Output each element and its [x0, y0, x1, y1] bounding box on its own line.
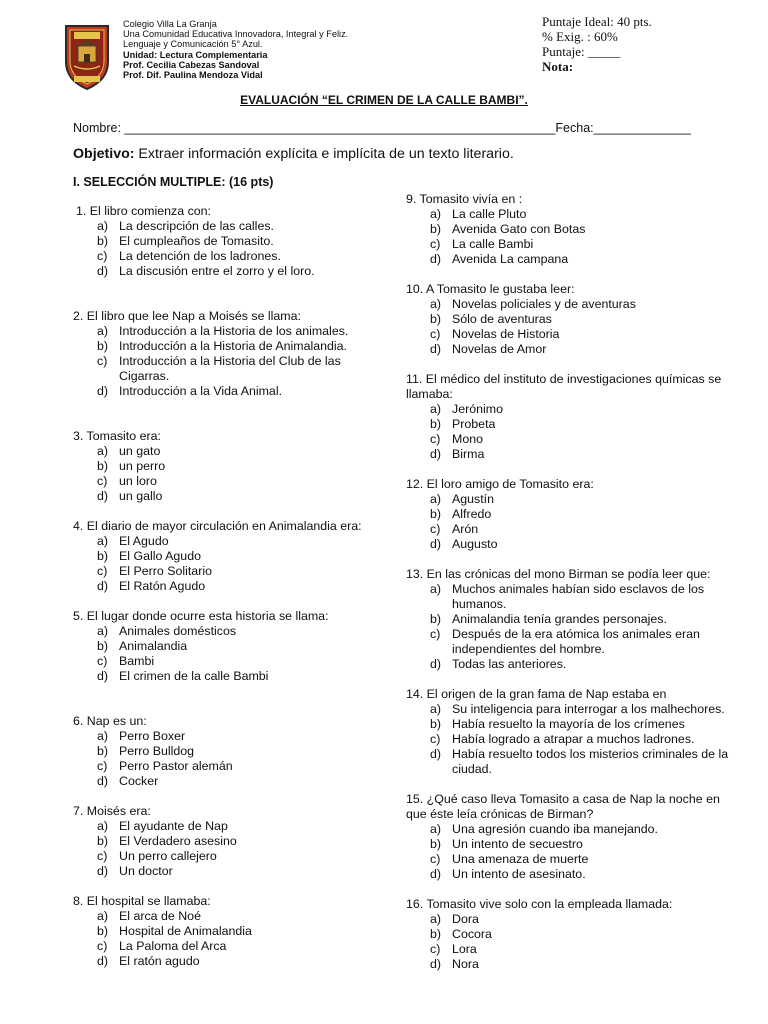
option-letter: d) — [430, 537, 442, 551]
option-text: El crimen de la calle Bambi — [119, 669, 269, 683]
answer-option[interactable] — [406, 327, 732, 342]
school-motto: Una Comunidad Educativa Innovadora, Integral y Feliz. — [123, 29, 349, 40]
option-text: Introducción a la Historia del Club de las Cigarras. — [119, 354, 341, 383]
option-text: La descripción de las calles. — [119, 219, 274, 233]
answer-option[interactable] — [73, 324, 373, 339]
option-text: Avenida Gato con Botas — [452, 222, 586, 236]
option-text: Había resuelto la mayoría de los crímenes — [452, 717, 685, 731]
course-line: Lenguaje y Comunicación 5° Azul. — [123, 39, 263, 50]
objective-text: Extraer información explícita e implícita de un texto literario. — [134, 146, 514, 162]
option-letter: d) — [430, 657, 442, 671]
answer-option[interactable] — [406, 312, 732, 327]
option-letter: c) — [97, 474, 108, 488]
option-text: Novelas de Amor — [452, 342, 547, 356]
option-letter: a) — [430, 492, 442, 506]
answer-option[interactable] — [406, 417, 732, 432]
answer-option[interactable] — [73, 579, 373, 594]
section-title: I. SELECCIÓN MULTIPLE: (16 pts) — [73, 175, 274, 189]
answer-option[interactable] — [406, 822, 732, 837]
option-letter: d) — [97, 579, 109, 593]
answer-option[interactable] — [406, 582, 732, 612]
option-letter: c) — [430, 732, 441, 746]
option-text: Un intento de secuestro — [452, 837, 583, 851]
option-letter: b) — [97, 834, 109, 848]
questions-left-column — [73, 204, 373, 984]
answer-option[interactable] — [406, 612, 732, 627]
question — [406, 897, 732, 972]
option-text: La calle Pluto — [452, 207, 527, 221]
question-stem: 1. El libro comienza con: — [76, 204, 211, 218]
option-letter: b) — [430, 837, 442, 851]
option-letter: a) — [430, 582, 442, 596]
question — [406, 792, 732, 882]
option-letter: d) — [97, 774, 109, 788]
option-letter: c) — [97, 654, 108, 668]
answer-option[interactable] — [73, 849, 373, 864]
answer-option[interactable] — [406, 222, 732, 237]
option-letter: b) — [97, 639, 109, 653]
school-name: Colegio Villa La Granja — [123, 19, 217, 29]
option-text: Birma — [452, 447, 485, 461]
option-letter: b) — [430, 717, 442, 731]
page-title: EVALUACIÓN “EL CRIMEN DE LA CALLE BAMBI”. — [240, 93, 528, 107]
answer-option[interactable] — [73, 624, 373, 639]
option-letter: b) — [430, 927, 442, 941]
question-stem: 8. El hospital se llamaba: — [73, 894, 211, 908]
option-text: Una amenaza de muerte — [452, 852, 589, 866]
question-stem: 5. El lugar donde ocurre esta historia se llama: — [73, 609, 329, 623]
answer-option[interactable] — [73, 909, 373, 924]
option-letter: c) — [430, 432, 441, 446]
option-text: Después de la era atómica los animales eran independientes del hombre. — [452, 627, 700, 656]
answer-option[interactable] — [406, 627, 732, 657]
option-text: La discusión entre el zorro y el loro. — [119, 264, 315, 278]
answer-option[interactable] — [73, 384, 373, 399]
answer-option[interactable] — [73, 669, 373, 684]
option-letter: a) — [97, 819, 109, 833]
option-text: Avenida La campana — [452, 252, 569, 266]
answer-option[interactable] — [406, 207, 732, 222]
option-text: Bambi — [119, 654, 155, 668]
answer-option[interactable] — [73, 654, 373, 669]
option-text: El cumpleaños de Tomasito. — [119, 234, 274, 248]
answer-option[interactable] — [406, 402, 732, 417]
option-letter: d) — [97, 864, 109, 878]
option-letter: d) — [97, 954, 109, 968]
answer-option[interactable] — [406, 702, 732, 717]
option-text: Un perro callejero — [119, 849, 217, 863]
question — [73, 609, 373, 684]
option-text: El ayudante de Nap — [119, 819, 228, 833]
option-letter: b) — [430, 507, 442, 521]
option-text: Un intento de asesinato. — [452, 867, 586, 881]
answer-option[interactable] — [406, 492, 732, 507]
option-letter: b) — [97, 234, 109, 248]
option-letter: a) — [97, 219, 109, 233]
option-text: El Ratón Agudo — [119, 579, 206, 593]
question — [406, 687, 732, 777]
option-letter: c) — [97, 759, 108, 773]
option-letter: a) — [430, 297, 442, 311]
question-stem: 4. El diario de mayor circulación en Animalandia era: — [73, 519, 362, 533]
question — [73, 714, 373, 789]
option-text: El arca de Noé — [119, 909, 201, 923]
option-text: El Perro Solitario — [119, 564, 212, 578]
option-letter: b) — [430, 312, 442, 326]
option-text: Una agresión cuando iba manejando. — [452, 822, 658, 836]
option-text: Sólo de aventuras — [452, 312, 552, 326]
question — [73, 309, 373, 399]
ideal-score: Puntaje Ideal: 40 pts. — [542, 14, 652, 29]
option-text: Cocker — [119, 774, 159, 788]
option-text: El Verdadero asesino — [119, 834, 237, 848]
option-letter: c) — [97, 849, 108, 863]
answer-option[interactable] — [406, 252, 732, 267]
option-text: Perro Boxer — [119, 729, 186, 743]
objective-label: Objetivo: — [73, 146, 135, 162]
question-stem: 16. Tomasito vive solo con la empleada llamada: — [406, 897, 673, 911]
question-stem: 10. A Tomasito le gustaba leer: — [406, 282, 575, 296]
option-letter: a) — [430, 207, 442, 221]
answer-option[interactable] — [406, 522, 732, 537]
option-text: Hospital de Animalandia — [119, 924, 252, 938]
option-text: Agustín — [452, 492, 495, 506]
option-letter: b) — [430, 222, 442, 236]
option-text: Había logrado a atrapar a muchos ladrones. — [452, 732, 695, 746]
option-letter: b) — [97, 744, 109, 758]
option-letter: d) — [430, 252, 442, 266]
option-text: Perro Bulldog — [119, 744, 195, 758]
answer-option[interactable] — [73, 249, 373, 264]
option-letter: d) — [430, 867, 442, 881]
option-letter: d) — [97, 489, 109, 503]
answer-option[interactable] — [73, 549, 373, 564]
answer-option[interactable] — [73, 459, 373, 474]
option-letter: a) — [430, 702, 442, 716]
answer-option[interactable] — [406, 942, 732, 957]
answer-option[interactable] — [73, 939, 373, 954]
option-text: Un doctor — [119, 864, 173, 878]
question-stem: 13. En las crónicas del mono Birman se podía leer que: — [406, 567, 711, 581]
option-letter: c) — [97, 939, 108, 953]
option-text: El Agudo — [119, 534, 169, 548]
option-letter: a) — [97, 909, 109, 923]
option-letter: c) — [97, 354, 108, 368]
questions-right-column — [406, 192, 732, 987]
option-letter: c) — [430, 237, 441, 251]
grade-label: Nota: — [542, 59, 574, 74]
option-text: Dora — [452, 912, 479, 926]
question-stem: 11. El médico del instituto de investigaciones químicas se llamaba: — [406, 372, 722, 401]
option-letter: d) — [97, 384, 109, 398]
question — [406, 477, 732, 552]
option-letter: c) — [430, 627, 441, 641]
answer-option[interactable] — [406, 747, 732, 777]
option-text: Arón — [452, 522, 479, 536]
school-info — [123, 19, 348, 80]
option-letter: d) — [430, 447, 442, 461]
answer-option[interactable] — [73, 729, 373, 744]
answer-option[interactable] — [406, 447, 732, 462]
option-letter: b) — [97, 339, 109, 353]
option-text: Su inteligencia para interrogar a los malhechores. — [452, 702, 725, 716]
answer-option[interactable] — [73, 639, 373, 654]
answer-option[interactable] — [406, 732, 732, 747]
answer-option[interactable] — [73, 834, 373, 849]
school-crest-logo — [62, 22, 112, 92]
answer-option[interactable] — [73, 234, 373, 249]
option-text: La calle Bambi — [452, 237, 534, 251]
option-text: Todas las anteriores. — [452, 657, 567, 671]
option-letter: a) — [430, 402, 442, 416]
answer-option[interactable] — [406, 867, 732, 882]
answer-option[interactable] — [73, 954, 373, 969]
option-text: La detención de los ladrones. — [119, 249, 281, 263]
option-letter: a) — [97, 624, 109, 638]
name-date-line: Nombre: ______________________________________________________________Fecha:______________ — [73, 121, 691, 135]
exigency: % Exig. : 60% — [542, 29, 618, 44]
option-letter: c) — [430, 522, 441, 536]
option-text: Jerónimo — [452, 402, 503, 416]
question-stem: 3. Tomasito era: — [73, 429, 161, 443]
question-stem: 15. ¿Qué caso lleva Tomasito a casa de Nap la noche en que éste leía crónicas de Birman? — [406, 792, 720, 821]
question — [73, 894, 373, 969]
question — [406, 372, 732, 462]
answer-option[interactable] — [406, 237, 732, 252]
question — [73, 804, 373, 879]
option-text: Perro Pastor alemán — [119, 759, 233, 773]
option-letter: c) — [430, 942, 441, 956]
option-letter: c) — [97, 564, 108, 578]
answer-option[interactable] — [406, 912, 732, 927]
option-letter: b) — [97, 549, 109, 563]
answer-option[interactable] — [73, 924, 373, 939]
option-text: Animalandia — [119, 639, 188, 653]
question — [73, 519, 373, 594]
option-text: Augusto — [452, 537, 498, 551]
question — [73, 429, 373, 504]
teacher-line: Prof. Cecilia Cabezas Sandoval — [123, 59, 260, 70]
option-text: Había resuelto todos los misterios criminales de la ciudad. — [452, 747, 729, 776]
answer-option[interactable] — [406, 537, 732, 552]
answer-option[interactable] — [73, 774, 373, 789]
option-text: Probeta — [452, 417, 496, 431]
option-text: Introducción a la Vida Animal. — [119, 384, 283, 398]
option-text: Introducción a la Historia de Animalandia. — [119, 339, 347, 353]
answer-option[interactable] — [406, 717, 732, 732]
question — [73, 204, 373, 279]
question-stem: 9. Tomasito vivía en : — [406, 192, 523, 206]
option-letter: a) — [430, 912, 442, 926]
answer-option[interactable] — [73, 354, 373, 384]
option-letter: a) — [97, 324, 109, 338]
answer-option[interactable] — [406, 927, 732, 942]
option-text: Lora — [452, 942, 477, 956]
score-blank: Puntaje: _____ — [542, 44, 621, 59]
option-text: un perro — [119, 459, 166, 473]
question-stem: 14. El origen de la gran fama de Nap estaba en — [406, 687, 667, 701]
answer-option[interactable] — [73, 864, 373, 879]
option-letter: d) — [430, 957, 442, 971]
option-letter: b) — [97, 459, 109, 473]
option-letter: a) — [97, 729, 109, 743]
option-text: Cocora — [452, 927, 492, 941]
option-letter: a) — [97, 444, 109, 458]
option-text: un gallo — [119, 489, 163, 503]
question — [406, 282, 732, 357]
answer-option[interactable] — [73, 264, 373, 279]
answer-option[interactable] — [406, 657, 732, 672]
answer-option[interactable] — [406, 957, 732, 972]
option-text: un gato — [119, 444, 161, 458]
option-text: Mono — [452, 432, 483, 446]
answer-option[interactable] — [406, 507, 732, 522]
question-stem: 6. Nap es un: — [73, 714, 147, 728]
answer-option[interactable] — [73, 534, 373, 549]
option-text: El ratón agudo — [119, 954, 200, 968]
option-letter: c) — [430, 327, 441, 341]
answer-option[interactable] — [73, 759, 373, 774]
question — [406, 567, 732, 672]
answer-option[interactable] — [73, 489, 373, 504]
answer-option[interactable] — [406, 837, 732, 852]
score-box — [542, 14, 652, 74]
question-stem: 7. Moisés era: — [73, 804, 151, 818]
option-letter: a) — [97, 534, 109, 548]
question-stem: 12. El loro amigo de Tomasito era: — [406, 477, 594, 491]
option-letter: d) — [97, 264, 109, 278]
option-letter: a) — [430, 822, 442, 836]
answer-option[interactable] — [406, 342, 732, 357]
option-text: Muchos animales habían sido esclavos de los humanos. — [452, 582, 705, 611]
option-text: Novelas policiales y de aventuras — [452, 297, 636, 311]
answer-option[interactable] — [406, 432, 732, 447]
option-text: El Gallo Agudo — [119, 549, 201, 563]
option-letter: b) — [430, 417, 442, 431]
option-text: Animalandia tenía grandes personajes. — [452, 612, 667, 626]
option-text: Alfredo — [452, 507, 492, 521]
answer-option[interactable] — [73, 474, 373, 489]
option-letter: b) — [97, 924, 109, 938]
answer-option[interactable] — [73, 564, 373, 579]
teacher-dif-line: Prof. Dif. Paulina Mendoza Vidal — [123, 70, 263, 81]
answer-option[interactable] — [73, 819, 373, 834]
option-letter: d) — [97, 669, 109, 683]
objective — [73, 146, 514, 162]
answer-option[interactable] — [406, 297, 732, 312]
question-stem: 2. El libro que lee Nap a Moisés se llama: — [73, 309, 301, 323]
answer-option[interactable] — [73, 444, 373, 459]
option-text: Nora — [452, 957, 479, 971]
option-text: un loro — [119, 474, 157, 488]
answer-option[interactable] — [73, 744, 373, 759]
option-text: Animales domésticos — [119, 624, 237, 638]
option-letter: d) — [430, 747, 442, 761]
answer-option[interactable] — [73, 339, 373, 354]
option-letter: c) — [430, 852, 441, 866]
unit-line: Unidad: Lectura Complementaria — [123, 49, 268, 60]
option-letter: c) — [97, 249, 108, 263]
option-letter: b) — [430, 612, 442, 626]
option-text: Introducción a la Historia de los animales. — [119, 324, 349, 338]
option-text: La Paloma del Arca — [119, 939, 227, 953]
question — [406, 192, 732, 267]
option-text: Novelas de Historia — [452, 327, 560, 341]
answer-option[interactable] — [73, 219, 373, 234]
option-letter: d) — [430, 342, 442, 356]
answer-option[interactable] — [406, 852, 732, 867]
